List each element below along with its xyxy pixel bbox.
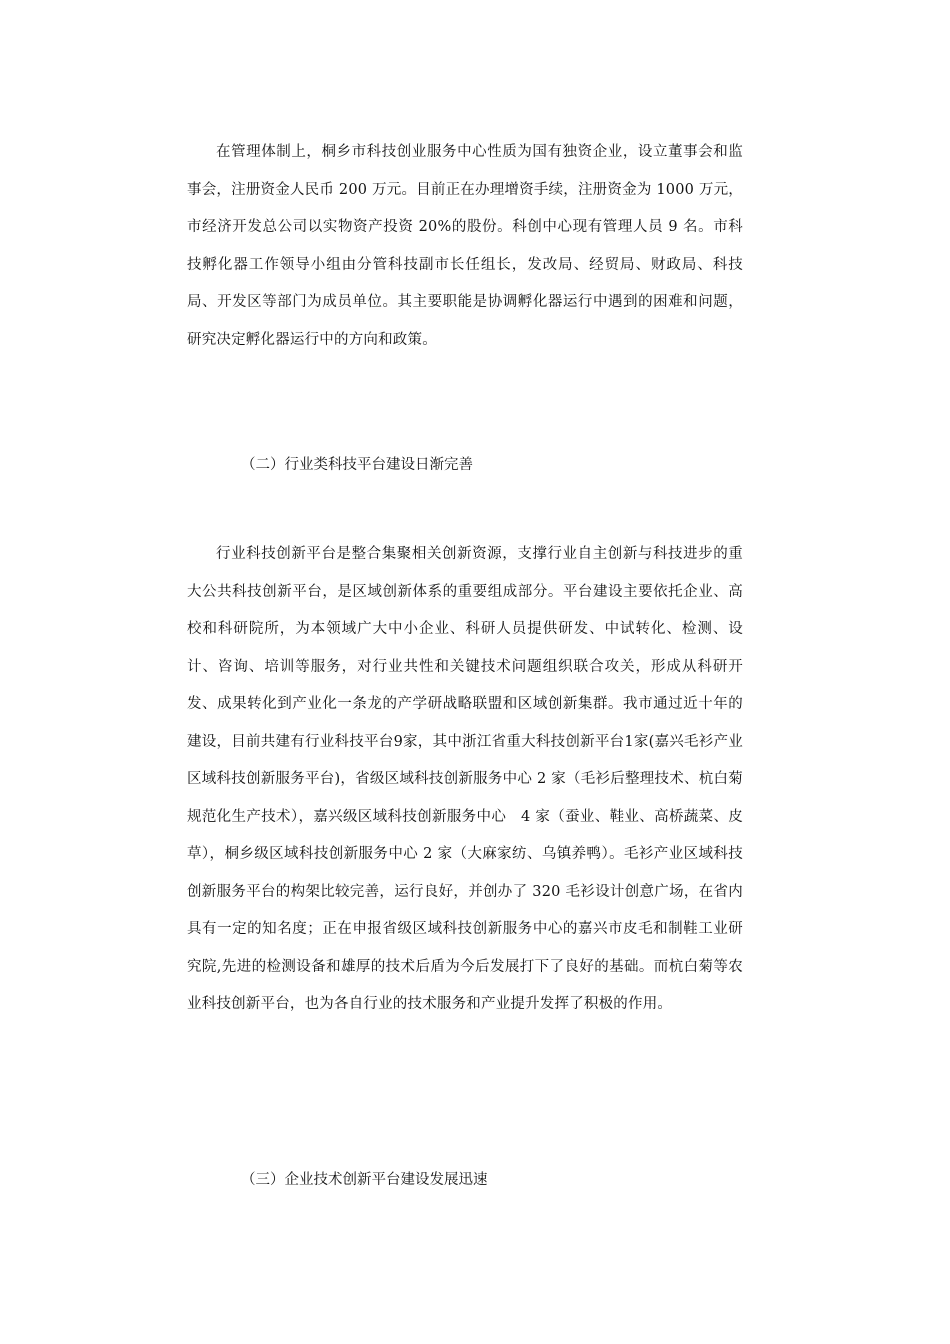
section-heading-3: （三）企业技术创新平台建设发展迅速 <box>241 1172 488 1188</box>
paragraph-industry-platforms: 行业科技创新平台是整合集聚相关创新资源，支撑行业自主创新与科技进步的重大公共科技创新平台，是区域创新体系的重要组成部分。平台建设主要依托企业、高校和科研院所，为本领域广大中小企业、科研人员提供研发、中试转化、检测、设计、咨询、培训等服务，对行业共性和关键技术问题组织联合攻关，形成从科研开发、成果转化到产业化一条龙的产学研战略联盟和区域创新集群。我市通过近十年的建设，目前共建有行业科技平台9家，其中浙江省重大科技创新平台1家(嘉兴毛衫产业区域科技创新服务平台)，省级区域科技创新服务中心 2 家（毛衫后整理技术、杭白菊规范化生产技术），嘉兴级区域科技创新服务中心 4 家（蚕业、鞋业、高桥蔬菜、皮草），桐乡级区域科技创新服务中心 2 家（大麻家纺、乌镇养鸭）。毛衫产业区域科技创新服务平台的构架比较完善，运行良好，并创办了 320 毛衫设计创意广场，在省内具有一定的知名度；正在申报省级区域科技创新服务中心的嘉兴市皮毛和制鞋工业研究院,先进的检测设备和雄厚的技术后盾为今后发展打下了良好的基础。而杭白菊等农业科技创新平台，也为各自行业的技术服务和产业提升发挥了积极的作用。 <box>187 546 743 1012</box>
paragraph-management-system: 在管理体制上，桐乡市科技创业服务中心性质为国有独资企业，设立董事会和监事会，注册资金人民币 200 万元。目前正在办理增资手续，注册资金为 1000 万元，市经济开发总公司以实物资产投资 20%的股份。科创中心现有管理人员 9 名。市科技孵化器工作领导小组由分管科技副市长任组长，发改局、经贸局、财政局、科技局、开发区等部门为成员单位。其主要职能是协调孵化器运行中遇到的困难和问题，研究决定孵化器运行中的方向和政策。 <box>187 144 743 348</box>
section-heading-2: （二）行业类科技平台建设日渐完善 <box>241 457 473 473</box>
